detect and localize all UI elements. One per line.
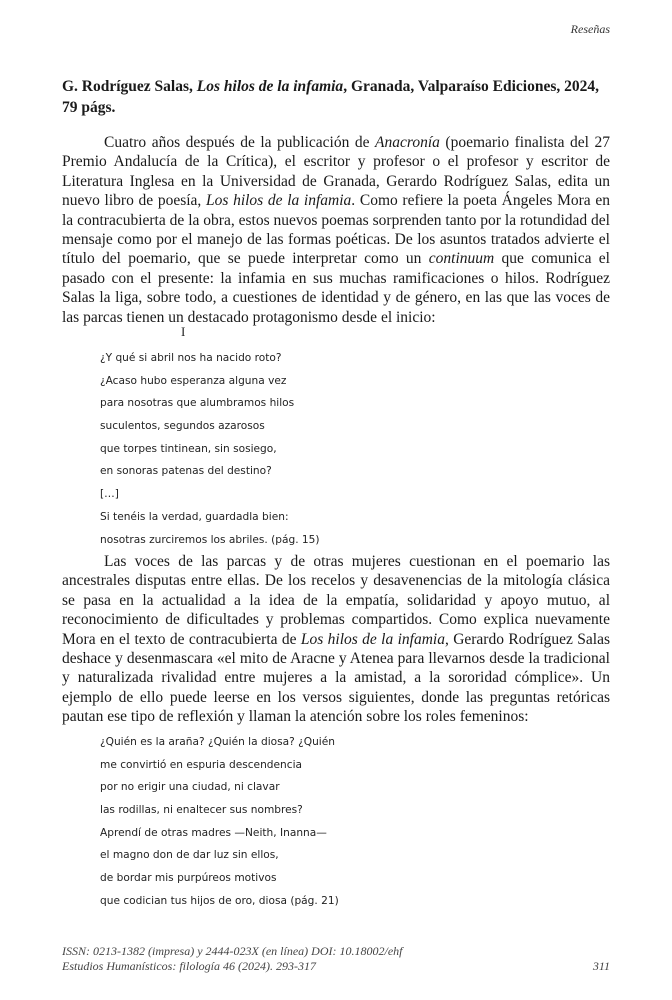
poem-line: nosotras zurciremos los abriles. (pág. 15) [100, 533, 320, 546]
paragraph-1-italic-3: continuum [428, 250, 495, 268]
publication-info: , Granada, Valparaíso Ediciones, 2024, 79 págs. [62, 78, 599, 116]
poem-line: Aprendí de otras madres —Neith, Inanna— [100, 826, 327, 839]
poem-line: por no erigir una ciudad, ni clavar [100, 781, 280, 794]
paragraph-1-text-3: . Como refiere la poeta Ángeles Mora en la contracubierta de la obra, estos nuevos poemas sorprenden tanto por la rotundidad del mensaje como por el manejo de las formas poéticas. De los asuntos tratados advierte el título del poemario, que se puede interpretar como un [62, 192, 610, 268]
footer-issn: ISSN: 0213-1382 (impresa) y 2444-023X (en línea) DOI: 10.18002/ehf [62, 944, 403, 958]
poem-numeral: I [181, 324, 186, 339]
poem-line: […] [100, 488, 119, 501]
poem-line: Si tenéis la verdad, guardadla bien: [100, 510, 289, 523]
book-title: Los hilos de la infamia [196, 78, 344, 95]
paragraph-1-italic-2: Los hilos de la infamia [205, 192, 352, 210]
poem-line: ¿Quién es la araña? ¿Quién la diosa? ¿Quién [100, 736, 335, 748]
footer-journal: Estudios Humanísticos: filología 46 (2024). 293-317 [62, 959, 316, 973]
paragraph-1 [62, 133, 610, 327]
running-header: Reseñas [570, 22, 610, 36]
paragraph-1-italic-1: Anacronía [375, 134, 440, 151]
review-author: G. Rodríguez Salas, [62, 78, 193, 95]
paragraph-2-italic-1: Los hilos de la infamia [300, 630, 445, 648]
paragraph-1-text-1: Cuatro años después de la publicación de [104, 134, 376, 151]
poem-line: para nosotras que alumbramos hilos [100, 397, 295, 410]
page-number: 311 [592, 959, 610, 973]
poem-line: de bordar mis purpúreos motivos [100, 872, 277, 885]
poem-quote-1 [100, 324, 320, 551]
paragraph-2 [62, 552, 610, 727]
poem-line: me convirtió en espuria descendencia [100, 758, 303, 771]
poem-line: ¿Y qué si abril nos ha nacido roto? [100, 352, 282, 364]
poem-line: ¿Acaso hubo esperanza alguna vez [100, 374, 287, 387]
poem-line: suculentos, segundos azarosos [100, 420, 265, 433]
poem-quote-2 [100, 731, 339, 913]
paragraph-2-text-2: , Gerardo Rodríguez Salas deshace y desenmascara «el mito de Aracne y Atenea para llevarnos desde la tradicional y naturalizada rivalidad entre mujeres a la amistad, a la sororidad cómplice». Un ejemplo de ello puede leerse en los versos siguientes, donde las preguntas retóricas pautan ese tipo de reflexión y llaman la atención sobre los roles femeninos: [62, 630, 610, 726]
poem-line: el magno don de dar luz sin ellos, [100, 849, 279, 862]
paragraph-1-text-4: que comunica el pasado con el presente: la infamia en sus muchas ramificaciones o hilos. Rodríguez Salas la liga, sobre todo, a cuestiones de identidad y de género, en las que las voces de las parcas tienen un destacado protagonismo desde el inicio: [62, 250, 610, 326]
paragraph-2-text-1: Las voces de las parcas y de otras mujeres cuestionan en el poemario las ancestrales disputas entre ellas. De los recelos y desavenencias de la mitología clásica se pasa en la actualidad a la idea de la empatía, solidaridad y apoyo mutuo, al reconocimiento de dificultades y problemas compartidos. Como explica nuevamente Mora en el texto de contracubierta de [62, 553, 610, 648]
poem-line: que torpes tintinean, sin sosiego, [100, 442, 277, 455]
paragraph-1-text-2: (poemario finalista del 27 Premio Andalucía de la Crítica), el escritor y profesor o el profesor y escritor de Literatura Inglesa en la Universidad de Granada, Gerardo Rodríguez Salas, edita un nuevo libro de poesía, [62, 134, 610, 210]
review-title [62, 76, 610, 118]
poem-line: que codician tus hijos de oro, diosa (pág. 21) [100, 894, 339, 907]
poem-line: las rodillas, ni enaltecer sus nombres? [100, 804, 303, 817]
poem-line: en sonoras patenas del destino? [100, 465, 272, 478]
